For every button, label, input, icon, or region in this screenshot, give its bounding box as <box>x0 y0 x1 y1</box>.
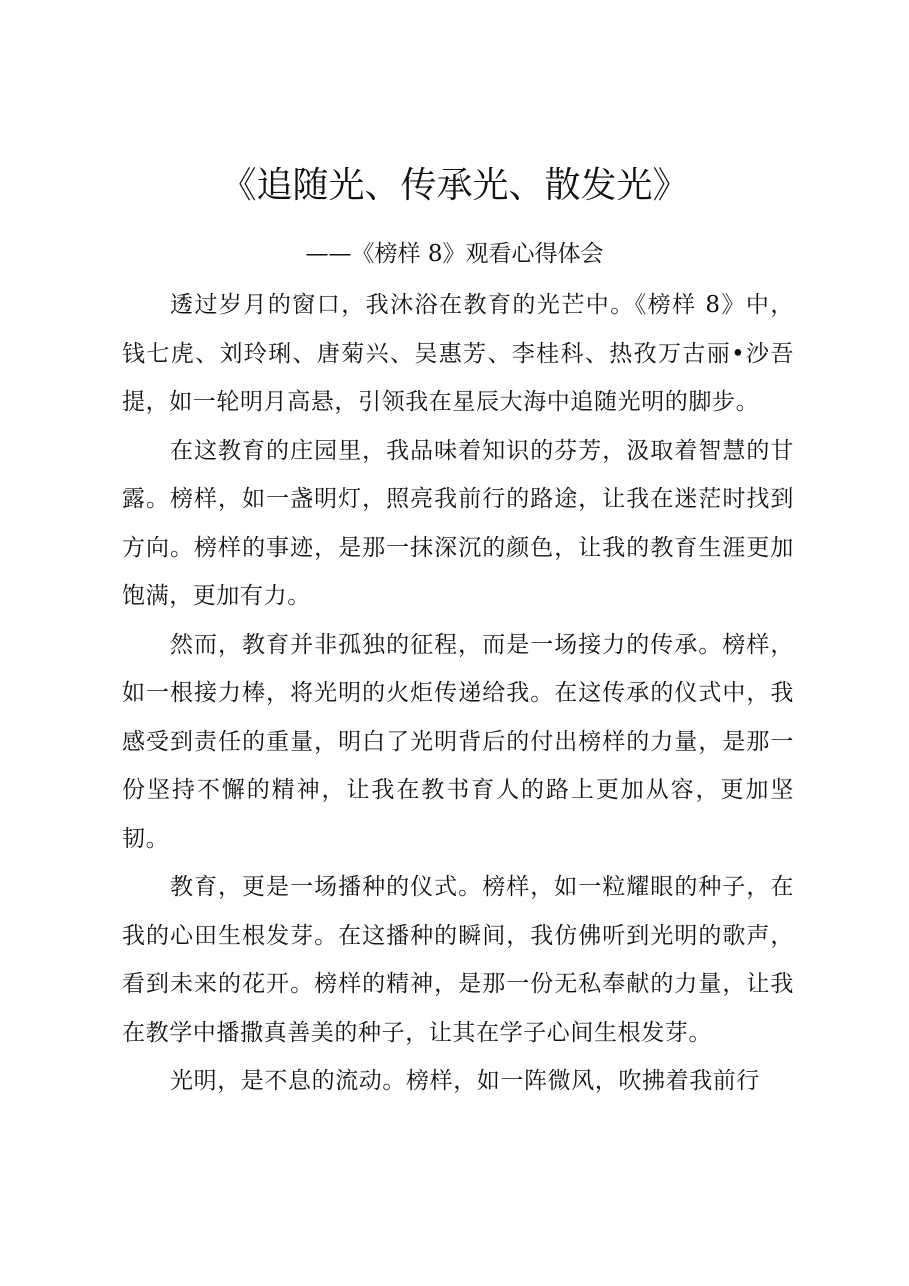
paragraph: 教育，更是一场播种的仪式。榜样，如一粒耀眼的种子，在我的心田生根发芽。在这播种的瞬间，我仿佛听到光明的歌声，看到未来的花开。榜样的精神，是那一份无私奉献的力量，让我在教学中播撒真善美的种子，让其在学子心间生根发芽。 <box>122 874 794 1046</box>
paragraph: 光明，是不息的流动。榜样，如一阵微风，吹拂着我前行 <box>170 1068 760 1094</box>
paragraph: 透过岁月的窗口，我沐浴在教育的光芒中。《榜样 8》中，钱七虎、刘玲琍、唐菊兴、吴惠芳、李桂科、热孜万古丽•沙吾提，如一轮明月高悬，引领我在星辰大海中追随光明的脚步。 <box>122 292 794 415</box>
document-title: 《追随光、传承光、散发光》 <box>220 165 689 206</box>
paragraph: 然而，教育并非孤独的征程，而是一场接力的传承。榜样，如一根接力棒，将光明的火炬传递给我。在这传承的仪式中，我感受到责任的重量，明白了光明背后的付出榜样的力量，是那一份坚持不懈的精神，让我在教书育人的路上更加从容，更加坚韧。 <box>122 631 794 852</box>
paragraph: 在这教育的庄园里，我品味着知识的芬芳，汲取着智慧的甘露。榜样，如一盏明灯，照亮我前行的路途，让我在迷茫时找到方向。榜样的事迹，是那一抹深沉的颜色，让我的教育生涯更加饱满，更加有力。 <box>122 437 794 609</box>
document-body <box>122 281 794 1106</box>
document-subtitle: ——《榜样 8》观看心得体会 <box>305 241 604 267</box>
